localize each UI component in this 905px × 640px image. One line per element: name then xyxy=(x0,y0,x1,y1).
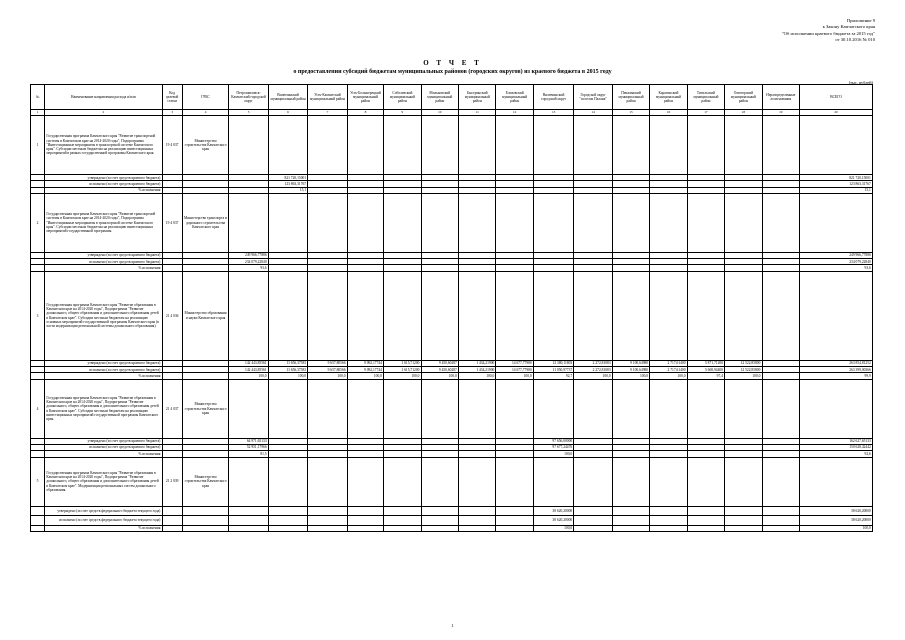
value-cell: 100,0 xyxy=(347,373,383,379)
value-cell: 9 450,60287 xyxy=(421,367,458,373)
total-cell: 123 863,31767 xyxy=(800,181,873,187)
program-description: Государственная программа Камчатского края "Развитие транспортной системы в Камчатском крае на 2014-2020 годы", Подпрограмма "Инвестиционные мероприятия в транспортной системе Камчатского края". Субсидии местным бюджетам на реализацию инвестиционных мероприятий в рамках государственной программы Камчатского края. xyxy=(45,116,162,175)
value-cell: 100,0 xyxy=(229,373,268,379)
column-number: 13 xyxy=(533,110,573,116)
empty-cell xyxy=(421,116,458,175)
value-cell: 100,0 xyxy=(496,373,533,379)
empty-cell xyxy=(496,516,533,526)
empty-cell xyxy=(725,116,762,175)
empty-cell xyxy=(574,116,612,175)
empty-cell xyxy=(347,525,383,531)
empty-cell xyxy=(533,193,573,252)
empty-cell xyxy=(347,506,383,516)
section-row xyxy=(31,116,873,175)
page-number: 1 xyxy=(451,623,454,628)
column-number: 15 xyxy=(612,110,649,116)
empty-cell xyxy=(533,379,573,438)
empty-cell xyxy=(421,525,458,531)
empty-cell xyxy=(182,516,229,526)
row-label: исполнено (за счет средств федерального бюджета текущего года) xyxy=(45,516,162,526)
row-number: 5 xyxy=(31,457,45,506)
empty-cell xyxy=(800,379,873,438)
value-cell: 11 656,37583 xyxy=(268,360,307,366)
empty-cell xyxy=(612,506,649,516)
empty-cell xyxy=(687,516,724,526)
column-number: 10 xyxy=(421,110,458,116)
empty-cell xyxy=(421,506,458,516)
appendix-line: "Об исполнении краевого бюджета за 2015 год" xyxy=(781,30,875,36)
empty-cell xyxy=(800,193,873,252)
empty-cell xyxy=(725,271,762,360)
empty-cell xyxy=(421,271,458,360)
row-label: исполнено (за счет средств краевого бюджета) xyxy=(45,444,162,450)
empty-cell xyxy=(762,271,799,360)
empty-cell xyxy=(268,116,307,175)
empty-cell xyxy=(762,506,799,516)
value-cell: 92,7 xyxy=(533,373,573,379)
value-cell: 9 100,64980 xyxy=(612,367,649,373)
value-cell: 9 092,17744 xyxy=(347,360,383,366)
empty-cell xyxy=(762,379,799,438)
value-row xyxy=(31,525,873,531)
empty-cell xyxy=(229,271,268,360)
empty-cell xyxy=(800,116,873,175)
value-cell: 1 434,21900 xyxy=(459,360,496,366)
empty-cell xyxy=(384,379,421,438)
total-cell: 92,6 xyxy=(800,451,873,457)
appendix-line: к Закону Камчатского края xyxy=(822,24,875,30)
empty-cell xyxy=(459,116,496,175)
empty-cell xyxy=(459,506,496,516)
empty-cell xyxy=(687,506,724,516)
budget-code: 19 4 037 xyxy=(162,116,182,175)
empty-cell xyxy=(347,193,383,252)
empty-cell xyxy=(268,193,307,252)
column-number: 8 xyxy=(347,110,383,116)
empty-cell xyxy=(182,506,229,516)
total-cell: 150 628,42442 xyxy=(800,444,873,450)
value-cell: 9 100,64980 xyxy=(612,360,649,366)
empty-cell xyxy=(687,525,724,531)
empty-cell xyxy=(612,525,649,531)
column-header: Городской округ "поселок Палана" xyxy=(574,85,612,110)
program-description: Государственная программа Камчатского края "Развитие образования в Камчатском крае на 2014-2020 годы", Подпрограмма "Развитие дошкольного, общего образования и дополнительного образования детей в Камчатском крае". Модернизация региональных систем дошкольного образования. xyxy=(45,457,162,506)
empty-cell xyxy=(612,457,649,506)
total-cell: 821 720,15001 xyxy=(800,175,873,181)
value-cell: 9 450,60287 xyxy=(421,360,458,366)
empty-cell xyxy=(384,506,421,516)
row-label: % исполнения xyxy=(45,187,162,193)
value-cell: 15,1 xyxy=(268,187,307,193)
empty-cell xyxy=(762,457,799,506)
empty-cell xyxy=(650,516,687,526)
empty-cell xyxy=(31,516,45,526)
column-header: Карагинский муниципальный район xyxy=(650,85,687,110)
header-row xyxy=(31,85,873,110)
row-label: % исполнения xyxy=(45,373,162,379)
value-cell: 52 951,17966 xyxy=(229,444,268,450)
empty-cell xyxy=(533,457,573,506)
empty-cell xyxy=(229,525,268,531)
column-number: 20 xyxy=(800,110,873,116)
column-number: 11 xyxy=(459,110,496,116)
empty-cell xyxy=(650,506,687,516)
empty-cell xyxy=(459,457,496,506)
row-label: % исполнения xyxy=(45,451,162,457)
empty-cell xyxy=(574,457,612,506)
empty-cell xyxy=(308,379,347,438)
value-cell: 100,0 xyxy=(574,373,612,379)
value-cell: 5 871,71200 xyxy=(687,360,724,366)
empty-cell xyxy=(421,379,458,438)
column-header: Пенжинский муниципальный район xyxy=(612,85,649,110)
empty-cell xyxy=(496,525,533,531)
column-header: № xyxy=(31,85,45,110)
empty-cell xyxy=(308,506,347,516)
empty-cell xyxy=(384,271,421,360)
value-cell: 2 717,61400 xyxy=(650,367,687,373)
empty-cell xyxy=(308,271,347,360)
empty-cell xyxy=(347,516,383,526)
value-cell: 821 720,15001 xyxy=(268,175,307,181)
value-cell: 12 522,85800 xyxy=(725,367,762,373)
column-number: 7 xyxy=(308,110,347,116)
empty-cell xyxy=(612,193,649,252)
empty-cell xyxy=(229,116,268,175)
column-header: Елизовский муниципальный район xyxy=(496,85,533,110)
column-number: 6 xyxy=(268,110,307,116)
column-header: ВСЕГО xyxy=(800,85,873,110)
budget-code: 21 4 037 xyxy=(162,379,182,438)
value-cell: 97 656,00000 xyxy=(533,438,573,444)
column-number: 1 xyxy=(31,110,45,116)
value-cell: 12 522,85800 xyxy=(725,360,762,366)
empty-cell xyxy=(650,379,687,438)
column-header: ГРБС xyxy=(182,85,229,110)
column-header: Мильковский муниципальный район xyxy=(421,85,458,110)
value-cell: 11 050,97737 xyxy=(533,367,573,373)
row-label: % исполнения xyxy=(45,525,162,531)
empty-cell xyxy=(725,379,762,438)
value-cell: 100,0 xyxy=(533,451,573,457)
empty-cell xyxy=(533,116,573,175)
value-cell: 142 443,85561 xyxy=(229,367,268,373)
empty-cell xyxy=(687,193,724,252)
value-cell: 100,0 xyxy=(268,373,307,379)
empty-cell xyxy=(612,271,649,360)
value-cell: 100,0 xyxy=(612,373,649,379)
empty-cell xyxy=(421,516,458,526)
section-row xyxy=(31,457,873,506)
value-cell: 81,5 xyxy=(229,451,268,457)
grbs-name: Министерство строительства Камчатского края xyxy=(182,379,229,438)
empty-cell xyxy=(162,516,182,526)
budget-code: 19 4 037 xyxy=(162,193,182,252)
empty-cell xyxy=(347,271,383,360)
report-title: О Т Ч Е Т xyxy=(423,59,482,67)
empty-cell xyxy=(574,379,612,438)
value-cell: 2 717,61400 xyxy=(650,360,687,366)
value-cell: 100,0 xyxy=(459,373,496,379)
value-cell: 97,4 xyxy=(687,373,724,379)
total-cell: 38 620,20000 xyxy=(800,516,873,526)
value-cell: 1 615,71200 xyxy=(384,360,421,366)
column-number: 2 xyxy=(45,110,162,116)
empty-cell xyxy=(650,525,687,531)
column-header: Вилючинский городской округ xyxy=(533,85,573,110)
empty-cell xyxy=(496,116,533,175)
total-cell: 162 627,65133 xyxy=(800,438,873,444)
column-header: Соболевский муниципальный район xyxy=(384,85,421,110)
row-label: исполнено (за счет средств краевого бюджета) xyxy=(45,181,162,187)
empty-cell xyxy=(612,379,649,438)
column-header: Олюторский муниципальный район xyxy=(725,85,762,110)
value-cell: 97 677,24476 xyxy=(533,444,573,450)
row-label: исполнено (за счет средств краевого бюджета) xyxy=(45,367,162,373)
value-cell: 142 443,85561 xyxy=(229,360,268,366)
empty-cell xyxy=(31,525,45,531)
row-label: утверждено (за счет средств федерального бюджета текущего года) xyxy=(45,506,162,516)
empty-cell xyxy=(496,271,533,360)
value-cell: 14 677,77980 xyxy=(496,367,533,373)
empty-cell xyxy=(687,271,724,360)
value-cell: 9 657,80566 xyxy=(308,360,347,366)
value-cell: 2 272,81083 xyxy=(574,360,612,366)
empty-cell xyxy=(762,516,799,526)
empty-cell xyxy=(650,271,687,360)
empty-cell xyxy=(268,516,307,526)
empty-cell xyxy=(268,457,307,506)
section-row xyxy=(31,379,873,438)
value-cell: 234 079,22840 xyxy=(229,259,268,265)
report-subtitle: о предоставлении субсидий бюджетам муниципальных районов (городских округов) из краевого бюджета в 2015 году xyxy=(293,69,612,75)
column-header: Код целевой статьи xyxy=(162,85,182,110)
value-cell: 249 966,77886 xyxy=(229,252,268,258)
empty-cell xyxy=(384,193,421,252)
empty-cell xyxy=(229,193,268,252)
appendix-line: Приложение 9 xyxy=(846,18,875,23)
section-row xyxy=(31,193,873,252)
column-number: 12 xyxy=(496,110,533,116)
empty-cell xyxy=(229,457,268,506)
empty-cell xyxy=(574,271,612,360)
empty-cell xyxy=(725,457,762,506)
empty-cell xyxy=(268,271,307,360)
empty-cell xyxy=(574,506,612,516)
total-cell: 15,1 xyxy=(800,187,873,193)
total-cell: 263 854,81252 xyxy=(800,360,873,366)
section-row xyxy=(31,271,873,360)
column-header: Тигильский муниципальный район xyxy=(687,85,724,110)
empty-cell xyxy=(496,193,533,252)
empty-cell xyxy=(31,506,45,516)
appendix-note xyxy=(675,18,875,44)
empty-cell xyxy=(162,506,182,516)
column-number: 19 xyxy=(762,110,799,116)
empty-cell xyxy=(308,516,347,526)
empty-cell xyxy=(347,116,383,175)
empty-cell xyxy=(347,379,383,438)
empty-cell xyxy=(650,116,687,175)
value-cell: 9 092,17744 xyxy=(347,367,383,373)
column-number: 5 xyxy=(229,110,268,116)
program-description: Государственная программа Камчатского края "Развитие образования в Камчатском крае на 2014-2020 годы", Подпрограмма "Развитие дошкольного, общего образования и дополнительного образования детей в Камчатском крае". Субсидии местным бюджетам на реализацию основных мероприятий государственной программы Камчатского края (в части модернизации региональной системы дошкольного образования). xyxy=(45,271,162,360)
empty-cell xyxy=(421,457,458,506)
value-cell: 64 971,65133 xyxy=(229,438,268,444)
total-cell: 263 399,00366 xyxy=(800,367,873,373)
value-row xyxy=(31,506,873,516)
program-description: Государственная программа Камчатского края "Развитие транспортной системы в Камчатском крае на 2014-2020 годы", Подпрограмма "Инвестиционные мероприятия в транспортной системе Камчатского края". Субсидии местным бюджетам на реализацию инвестиционных мероприятий государственной программы. xyxy=(45,193,162,252)
unit-label: (тыс. рублей) xyxy=(848,80,873,85)
empty-cell xyxy=(384,457,421,506)
empty-cell xyxy=(384,525,421,531)
row-label: исполнено (за счет средств краевого бюджета) xyxy=(45,259,162,265)
row-label: утверждено (за счет средств краевого бюджета) xyxy=(45,252,162,258)
column-number: 18 xyxy=(725,110,762,116)
column-header: Усть-Камчатский муниципальный район xyxy=(308,85,347,110)
empty-cell xyxy=(725,516,762,526)
empty-cell xyxy=(384,116,421,175)
value-cell: 123 863,31767 xyxy=(268,181,307,187)
empty-cell xyxy=(268,525,307,531)
column-number: 17 xyxy=(687,110,724,116)
empty-cell xyxy=(574,516,612,526)
empty-cell xyxy=(459,516,496,526)
empty-cell xyxy=(574,193,612,252)
column-number: 4 xyxy=(182,110,229,116)
empty-cell xyxy=(308,525,347,531)
value-cell: 100,0 xyxy=(650,373,687,379)
empty-cell xyxy=(574,525,612,531)
empty-cell xyxy=(308,193,347,252)
value-cell: 2 272,81083 xyxy=(574,367,612,373)
empty-cell xyxy=(229,506,268,516)
empty-cell xyxy=(496,457,533,506)
empty-cell xyxy=(459,193,496,252)
value-cell: 11 656,37583 xyxy=(268,367,307,373)
column-header: Быстринский муниципальный район xyxy=(459,85,496,110)
empty-cell xyxy=(762,193,799,252)
total-cell: 38 620,20000 xyxy=(800,506,873,516)
empty-cell xyxy=(650,193,687,252)
total-cell: 99,9 xyxy=(800,373,873,379)
total-cell: 249 966,77886 xyxy=(800,252,873,258)
column-number: 14 xyxy=(574,110,612,116)
row-number: 3 xyxy=(31,271,45,360)
column-number: 9 xyxy=(384,110,421,116)
empty-cell xyxy=(800,457,873,506)
total-cell: 93,6 xyxy=(800,265,873,271)
value-cell: 38 620,20000 xyxy=(533,506,573,516)
grbs-name: Министерство строительства Камчатского края xyxy=(182,457,229,506)
value-cell: 38 620,20000 xyxy=(533,516,573,526)
empty-cell xyxy=(268,379,307,438)
empty-cell xyxy=(687,457,724,506)
value-cell: 14 677,77980 xyxy=(496,360,533,366)
empty-cell xyxy=(725,193,762,252)
empty-cell xyxy=(459,271,496,360)
value-cell: 100,0 xyxy=(533,525,573,531)
value-cell: 100,0 xyxy=(421,373,458,379)
empty-cell xyxy=(459,525,496,531)
value-row xyxy=(31,516,873,526)
empty-cell xyxy=(229,379,268,438)
empty-cell xyxy=(421,193,458,252)
column-number: 16 xyxy=(650,110,687,116)
value-cell: 1 434,21900 xyxy=(459,367,496,373)
empty-cell xyxy=(725,506,762,516)
empty-cell xyxy=(725,525,762,531)
column-header: Петропавловск-Камчатский городской округ xyxy=(229,85,268,110)
empty-cell xyxy=(650,457,687,506)
grbs-name: Министерство строительства Камчатского края xyxy=(182,116,229,175)
empty-cell xyxy=(459,379,496,438)
empty-cell xyxy=(496,379,533,438)
report-table xyxy=(30,84,873,532)
empty-cell xyxy=(229,516,268,526)
value-cell: 100,0 xyxy=(384,373,421,379)
column-header: Нераспределенные ассигнования xyxy=(762,85,799,110)
row-label: утверждено (за счет средств краевого бюджета) xyxy=(45,175,162,181)
empty-cell xyxy=(612,516,649,526)
empty-cell xyxy=(496,506,533,516)
empty-cell xyxy=(687,116,724,175)
value-cell: 100,0 xyxy=(725,373,762,379)
empty-cell xyxy=(182,525,229,531)
row-number: 4 xyxy=(31,379,45,438)
total-cell: 234 079,22840 xyxy=(800,259,873,265)
empty-cell xyxy=(308,116,347,175)
empty-cell xyxy=(612,116,649,175)
row-label: утверждено (за счет средств краевого бюджета) xyxy=(45,360,162,366)
row-number: 1 xyxy=(31,116,45,175)
value-cell: 5 668,94400 xyxy=(687,367,724,373)
empty-cell xyxy=(384,516,421,526)
grbs-name: Министерство образования и науки Камчатского края xyxy=(182,271,229,360)
empty-cell xyxy=(308,457,347,506)
total-cell: 100,0 xyxy=(800,525,873,531)
column-header: Усть-Большерецкий муниципальный район xyxy=(347,85,383,110)
row-label: % исполнения xyxy=(45,265,162,271)
row-number: 2 xyxy=(31,193,45,252)
empty-cell xyxy=(347,457,383,506)
budget-code: 21 4 036 xyxy=(162,271,182,360)
grbs-name: Министерство транспорта и дорожного строительства Камчатского края xyxy=(182,193,229,252)
empty-cell xyxy=(800,271,873,360)
budget-code: 21 2 039 xyxy=(162,457,182,506)
empty-cell xyxy=(687,379,724,438)
empty-cell xyxy=(162,525,182,531)
appendix-line: от 30.10.2016 № 010 xyxy=(835,37,875,43)
empty-cell xyxy=(268,506,307,516)
column-header: Наименование направления расхода и/или xyxy=(45,85,162,110)
empty-cell xyxy=(533,271,573,360)
empty-cell xyxy=(762,525,799,531)
value-cell: 1 615,71200 xyxy=(384,367,421,373)
column-header: Вилючинский муниципальный район xyxy=(268,85,307,110)
value-cell: 93,6 xyxy=(229,265,268,271)
program-description: Государственная программа Камчатского края "Развитие образования в Камчатском крае на 2014-2020 годы", Подпрограмма "Развитие дошкольного, общего образования и дополнительного образования детей в Камчатском крае". Субсидии местным бюджетам на реализацию инвестиционных мероприятий государственной программы Камчатского края. xyxy=(45,379,162,438)
value-cell: 100,0 xyxy=(308,373,347,379)
value-cell: 12 380,11803 xyxy=(533,360,573,366)
row-label: утверждено (за счет средств краевого бюджета) xyxy=(45,438,162,444)
value-cell: 9 657,80566 xyxy=(308,367,347,373)
empty-cell xyxy=(762,116,799,175)
column-number: 3 xyxy=(162,110,182,116)
